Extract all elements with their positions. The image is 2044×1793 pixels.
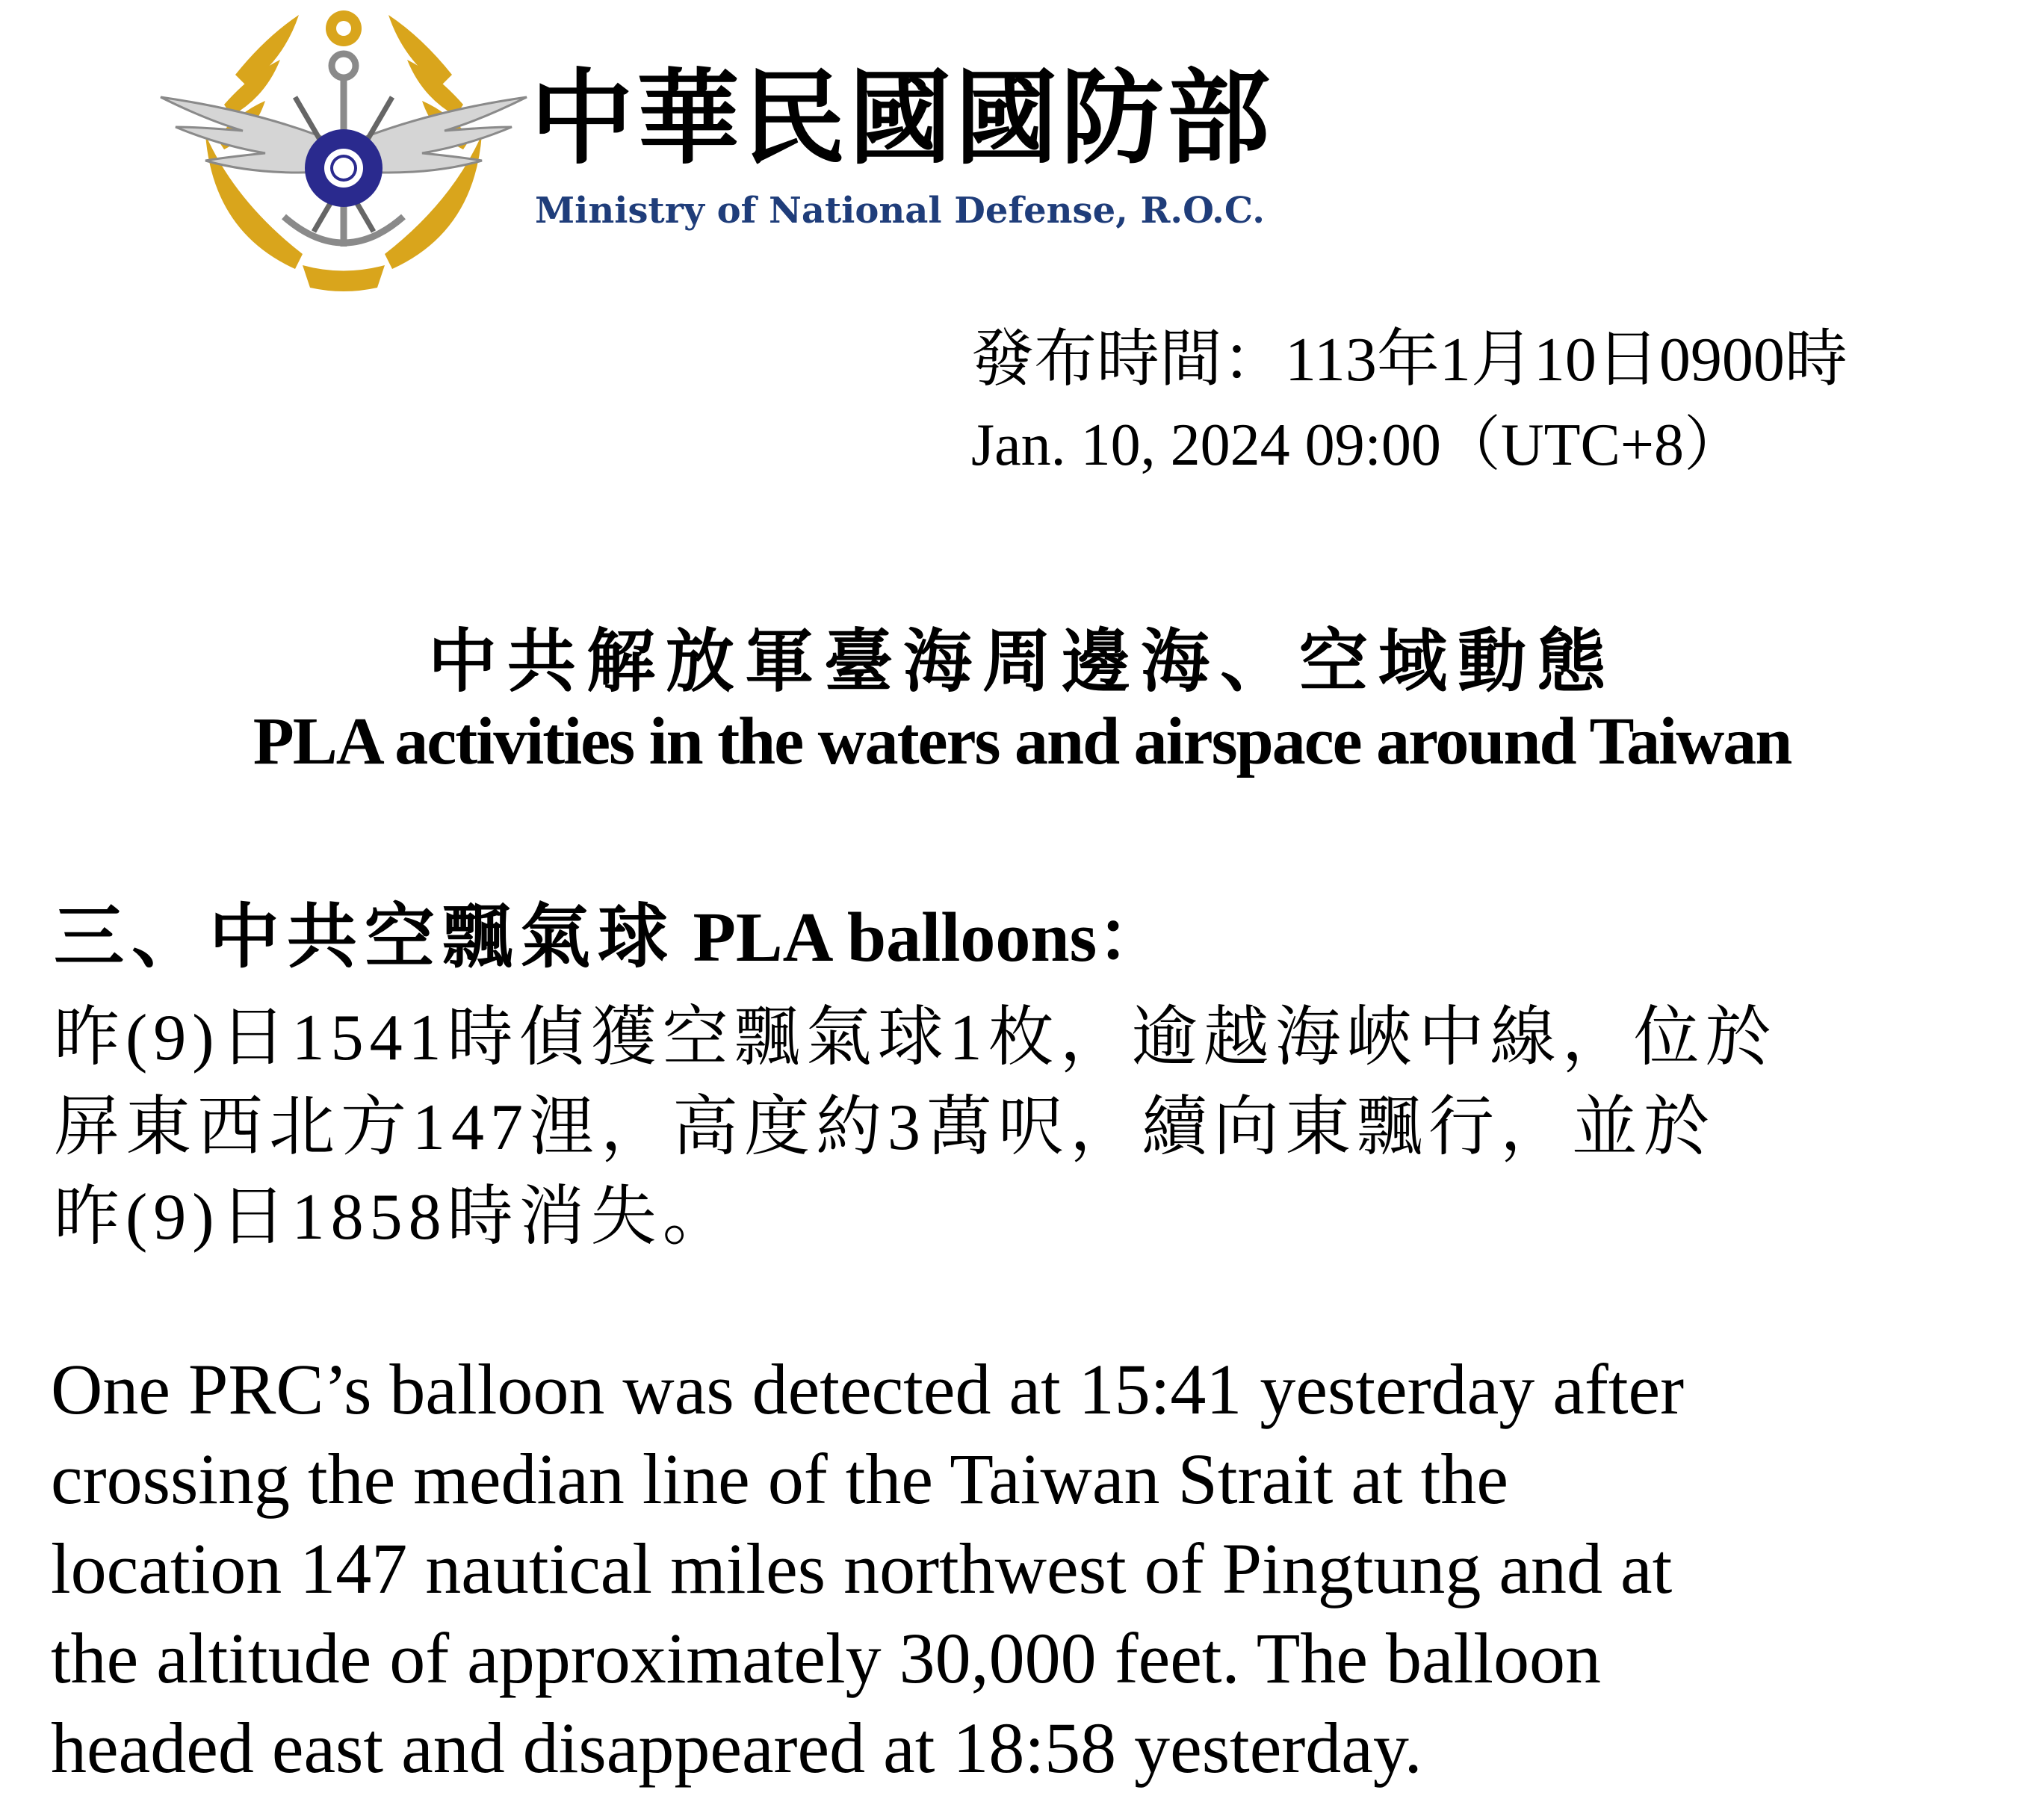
org-name-en: Ministry of National Defense, R.O.C.: [535, 190, 1265, 232]
blue-sky-white-sun: [305, 129, 383, 207]
paragraph-cn-line: 昨(9)日1541時偵獲空飄氣球1枚，逾越海峽中線，位於: [54, 1002, 1777, 1074]
ribbon: [303, 265, 385, 291]
paragraph-cn-line: 屏東西北方147浬，高度約3萬呎，續向東飄行，並於: [54, 1091, 1716, 1164]
paragraph-cn-line: 昨(9)日1858時消失。: [54, 1181, 734, 1254]
release-time-cn: 發布時間：113年1月10日0900時: [971, 325, 1848, 394]
release-time-en: Jan. 10, 2024 09:00（UTC+8）: [971, 412, 1744, 478]
paragraph-en-line: headed east and disappeared at 18:58 yesterday.: [51, 1708, 1422, 1788]
headline-en: PLA activities in the waters and airspace around Taiwan: [253, 704, 1791, 778]
mnd-emblem-icon: [153, 7, 534, 295]
plum-blossom: [326, 10, 362, 46]
org-name-cn: 中華民國國防部: [530, 58, 1274, 179]
headline-cn: 中共解放軍臺海周邊海、空域動態: [427, 622, 1616, 702]
section-title-cn: 三、中共空飄氣球: [54, 896, 676, 978]
paragraph-cn: [54, 994, 2026, 1263]
section-title-en: PLA balloons: [693, 899, 1097, 976]
paragraph-en-line: the altitude of approximately 30,000 feet. The balloon: [51, 1618, 1601, 1698]
paragraph-en-line: One PRC’s balloon was detected at 15:41 yesterday after: [51, 1349, 1685, 1429]
paragraph-en-line: location 147 nautical miles northwest of Pingtung and at: [51, 1529, 1673, 1608]
paragraph-en: [51, 1345, 2038, 1793]
section-title-colon: ：: [1097, 896, 1175, 978]
paragraph-en-line: crossing the median line of the Taiwan Strait at the: [51, 1439, 1508, 1519]
section-title: [54, 896, 1175, 978]
